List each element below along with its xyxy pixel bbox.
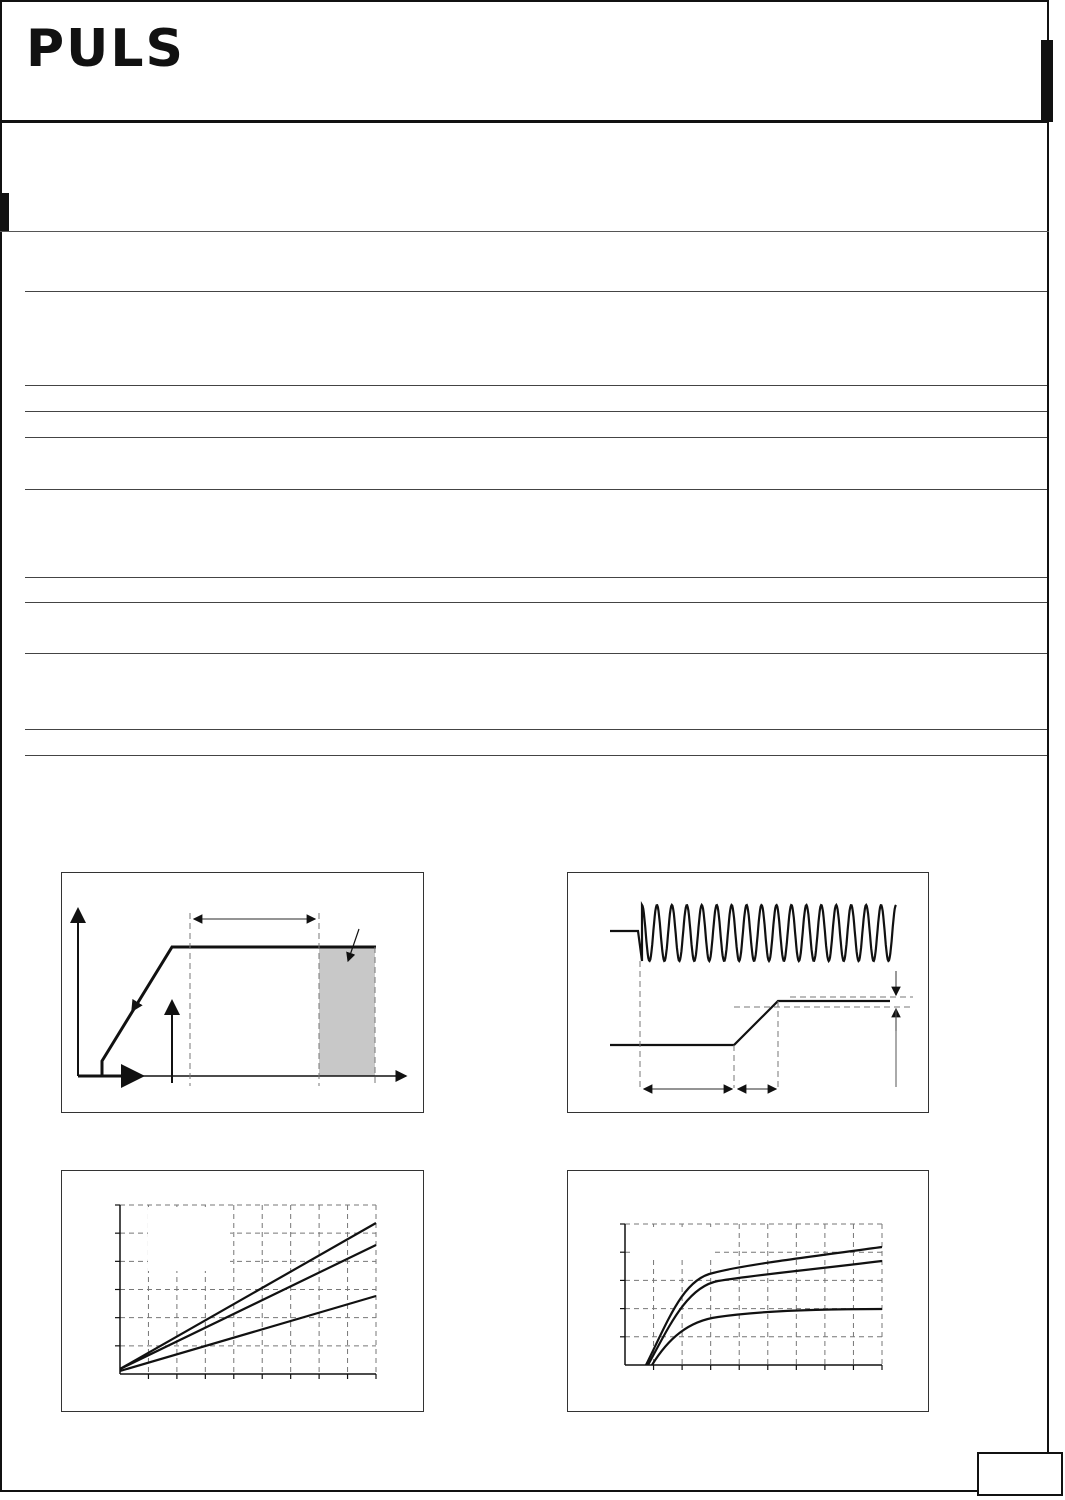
header-divider (0, 120, 1049, 123)
startup-diagram (61, 872, 424, 1113)
page-number-box (977, 1452, 1063, 1496)
section-divider (0, 231, 1049, 232)
output-response-graphic (568, 873, 928, 1112)
puls-logo (26, 20, 192, 72)
logo-text: PULS (26, 20, 185, 72)
table-row-divider (25, 577, 1047, 578)
table-row-divider (25, 291, 1047, 292)
section-tab-marker (0, 193, 9, 231)
linear-curves-graph (61, 1170, 424, 1412)
page-frame-right (1047, 0, 1049, 1492)
shaded-region (319, 947, 375, 1076)
table-row-divider (25, 411, 1047, 412)
linear-curves-graphic (62, 1171, 423, 1411)
page-frame-top (0, 0, 1049, 2)
table-row-divider (25, 729, 1047, 730)
page-frame-bottom (0, 1490, 1049, 1492)
table-row-divider (25, 602, 1047, 603)
table-row-divider (25, 385, 1047, 386)
startup-diagram-graphic (62, 873, 423, 1112)
table-row-divider (25, 489, 1047, 490)
table-row-divider (25, 653, 1047, 654)
saturating-curves-graph (567, 1170, 929, 1412)
table-row-divider (25, 437, 1047, 438)
output-response-diagram (567, 872, 929, 1113)
table-row-divider (25, 755, 1047, 756)
header-tab-marker (1041, 40, 1053, 122)
saturating-curves-graphic (568, 1171, 928, 1411)
